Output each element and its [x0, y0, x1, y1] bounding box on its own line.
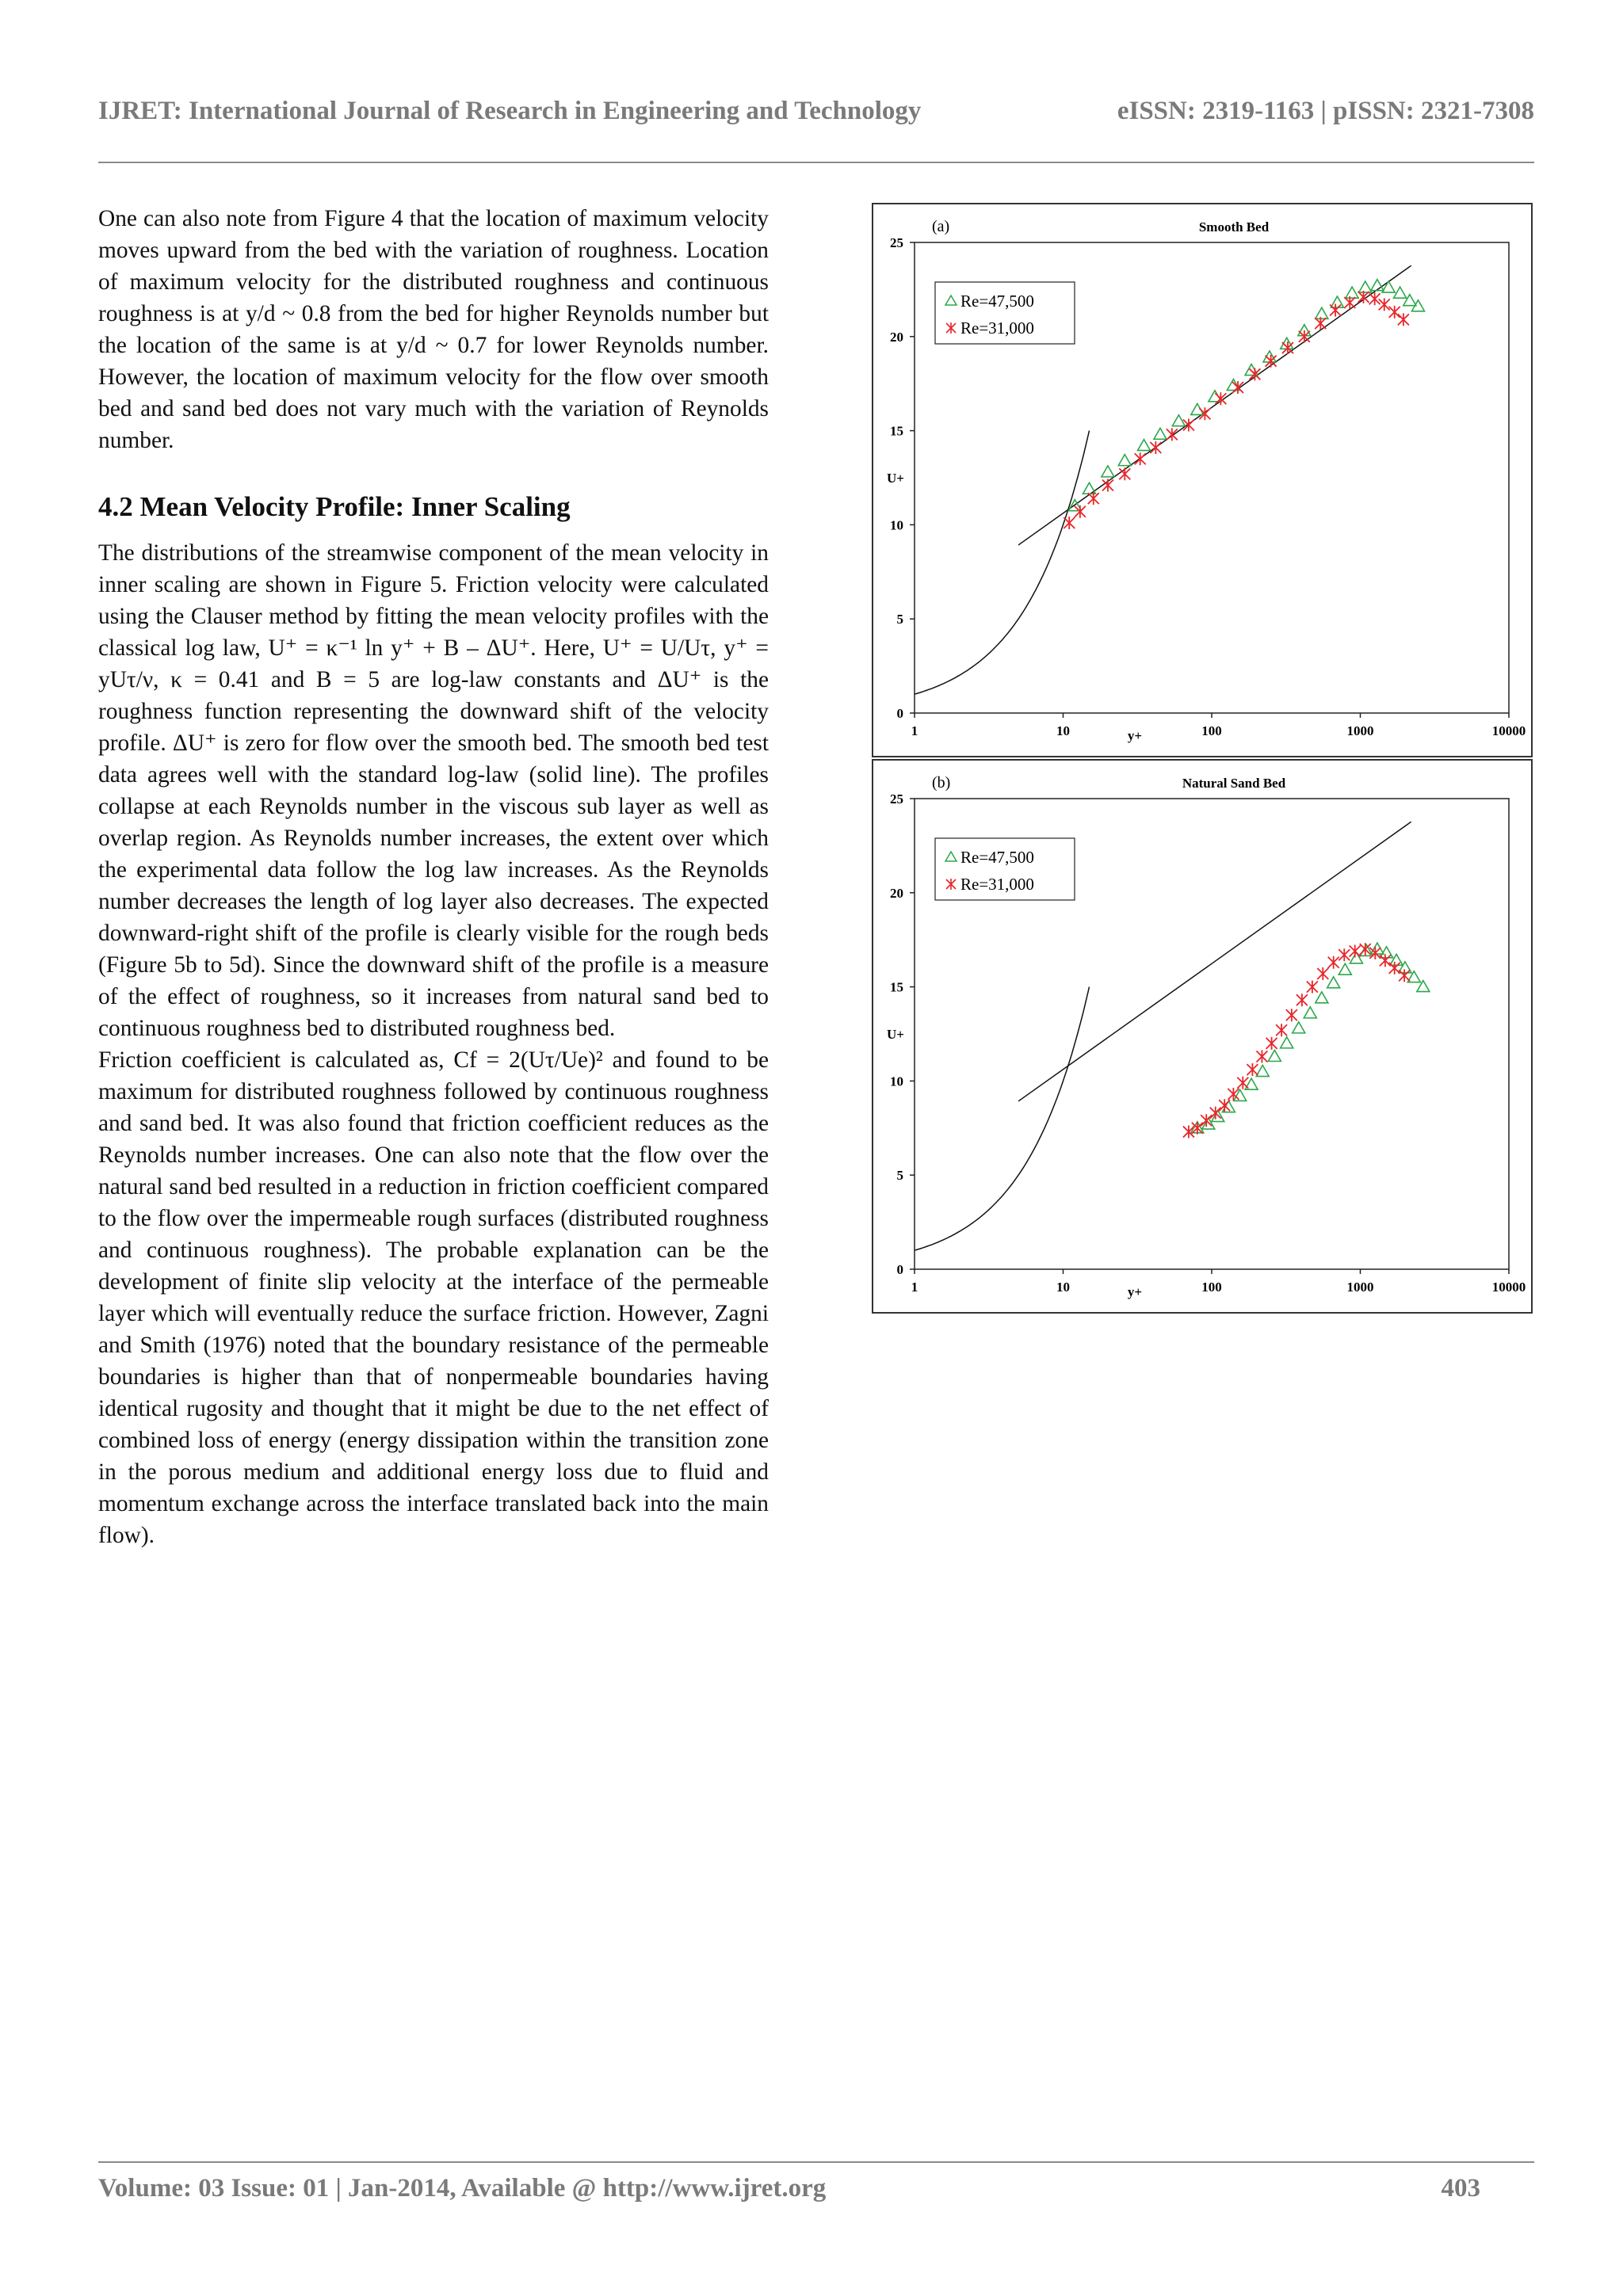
paragraph-3: Friction coefficient is calculated as, Cf = 2(Uτ/Ue)² and found to be maximum for distributed roughness followed by continuous roughness and sand bed. It was also found that friction coefficient reduces as the Reynolds number increases. One can also note that the flow over the natural sand bed resulted in a reduction in friction coefficient compared to the flow over the impermeable rough surfaces (distributed roughness and continuous roughness). The probable explanation can be the development of finite slip velocity at the interface of the permeable layer which will eventually reduce the surface friction. However, Zagni and Smith (1976) noted that the boundary resistance of the permeable boundaries is higher than that of nonpermeable boundaries having identical rugosity and thought that it might be due to the net effect of combined loss of energy (energy dissipation within the transition zone in the porous medium and additional energy loss due to fluid and momentum exchange across the interface translated back into the main flow). [98, 1047, 769, 1548]
x-axis-label: y+ [1127, 1284, 1143, 1299]
y-tick-label: 15 [890, 979, 903, 995]
body-column [98, 203, 769, 1551]
legend-label: Re=31,000 [960, 318, 1034, 338]
paragraph-2: The distributions of the streamwise component of the mean velocity in inner scaling are shown in Figure 5. Friction velocity were calculated using the Clauser method by fitting the mean velocity profiles with the classical log law, U⁺ = κ⁻¹ ln y⁺ + B – ΔU⁺. Here, U⁺ = U/Uτ, y⁺ = yUτ/ν, κ = 0.41 and B = 5 are log-law constants and ΔU⁺ is the roughness function representing the downward shift of the velocity profile. ΔU⁺ is zero for flow over the smooth bed. The smooth bed test data agrees well with the standard log-law (solid line). The profiles collapse at each Reynolds number in the viscous sub layer as well as overlap region. As Reynolds number increases, the extent over which the experimental data follow the log law increases. As the Reynolds number decreases the length of log layer also decreases. The expected downward-right shift of the profile is clearly visible for the rough beds (Figure 5b to 5d). Since the downward shift of the profile is a measure of the effect of roughness, so it increases from natural sand bed to continuous roughness bed to distributed roughness bed. [98, 540, 769, 1041]
x-axis-label: y+ [1127, 728, 1143, 743]
header-rule [98, 162, 1534, 163]
footer-rule [98, 2161, 1534, 2163]
paragraph-1: One can also note from Figure 4 that the location of maximum velocity moves upward from the bed with the variation of roughness. Location of maximum velocity for the distributed roughness and continuous roughness is at y/d ~ 0.8 from the bed for higher Reynolds number but the location of the same is at y/d ~ 0.7 for lower Reynolds number. However, the location of maximum velocity for the flow over smooth bed and sand bed does not vary much with the variation of Reynolds number. [98, 206, 769, 453]
x-tick-label: 100 [1201, 723, 1222, 738]
y-tick-label: 25 [890, 235, 903, 250]
panel-label: (a) [932, 218, 950, 235]
x-tick-label: 10000 [1491, 723, 1526, 738]
y-tick-label: 20 [890, 885, 903, 901]
chart-title: Natural Sand Bed [1182, 776, 1286, 791]
x-tick-label: 1000 [1346, 723, 1374, 738]
x-tick-label: 1 [911, 723, 918, 738]
y-tick-label: 0 [896, 1262, 903, 1277]
page-header [98, 97, 1534, 135]
x-tick-label: 1000 [1346, 1280, 1374, 1295]
journal-title: IJRET: International Journal of Research in Engineering and Technology [98, 97, 922, 125]
panel-label: (b) [932, 774, 951, 791]
section-heading: 4.2 Mean Velocity Profile: Inner Scaling [98, 491, 571, 522]
x-tick-label: 10000 [1491, 1280, 1526, 1295]
legend-label: Re=47,500 [960, 848, 1034, 867]
footer-volume: Volume: 03 Issue: 01 | Jan-2014, Available @ http://www.ijret.org [98, 2174, 827, 2203]
y-tick-label: 10 [890, 517, 903, 533]
issn: eISSN: 2319-1163 | pISSN: 2321-7308 [1117, 97, 1534, 125]
y-axis-label: U+ [887, 471, 904, 486]
y-tick-label: 25 [890, 791, 903, 807]
x-tick-label: 10 [1056, 1280, 1070, 1295]
chart-smooth-bed [873, 204, 1531, 756]
page-footer [98, 2174, 1480, 2203]
y-tick-label: 0 [896, 706, 903, 721]
figure-panel-b [872, 759, 1533, 1314]
legend-label: Re=47,500 [960, 292, 1034, 311]
figure-panel-a [872, 203, 1533, 757]
x-tick-label: 10 [1056, 723, 1070, 738]
y-tick-label: 10 [890, 1074, 903, 1089]
y-tick-label: 20 [890, 329, 903, 345]
y-tick-label: 5 [896, 612, 903, 627]
x-tick-label: 1 [911, 1280, 918, 1295]
y-axis-label: U+ [887, 1027, 904, 1042]
chart-natural-sand-bed [873, 761, 1531, 1312]
y-tick-label: 15 [890, 423, 903, 439]
chart-title: Smooth Bed [1198, 219, 1270, 235]
page-number: 403 [1441, 2174, 1480, 2203]
legend-label: Re=31,000 [960, 875, 1034, 894]
x-tick-label: 100 [1201, 1280, 1222, 1295]
y-tick-label: 5 [896, 1168, 903, 1184]
